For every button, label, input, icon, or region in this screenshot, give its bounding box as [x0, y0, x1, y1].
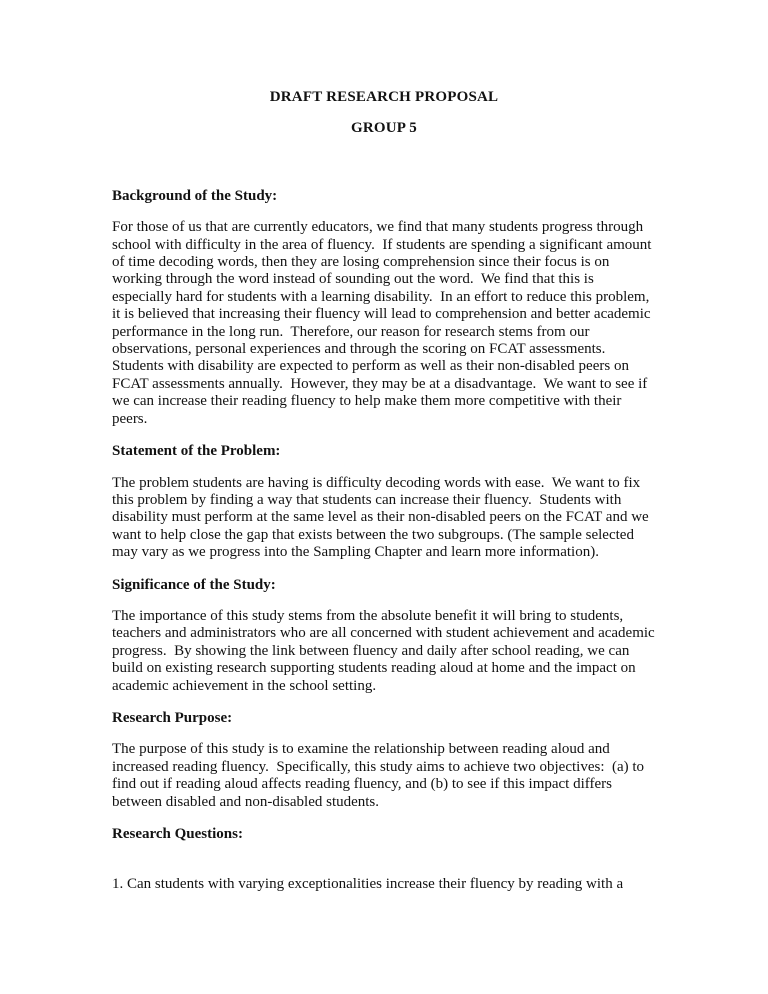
section-research-purpose: [112, 710, 656, 811]
section-heading-background: Background of the Study:: [112, 187, 278, 204]
paragraph-research-purpose: The purpose of this study is to examine the relationship between reading aloud and increased reading fluency. Specifically, this study aims to achieve two objectives: (a) to find out if reading aloud affects reading fluency, and (b) to see if this impact differs between disabled and non-disabled students.: [112, 741, 648, 810]
section-heading-research-purpose: Research Purpose:: [112, 709, 233, 726]
section-research-questions: [112, 826, 656, 894]
paragraph-background: For those of us that are currently educators, we find that many students progress through school with difficulty in the area of fluency. If students are spending a significant amount of time decoding words, then they are losing comprehension since their focus is on working through the word instead of sounding out the word. We find that this is especially hard for students with a learning disability. In an effort to reduce this problem, it is believed that increasing their fluency will lead to comprehension and better academic performance in the long run. Therefore, our reason for research stems from our observations, personal experiences and through the scoring on FCAT assessments. Students with disability are expected to perform as well as their non-disabled peers on FCAT assessments annually. However, they may be at a disadvantage. We want to see if we can increase their reading fluency to help make them more competitive with their peers.: [112, 219, 656, 427]
document-title: DRAFT RESEARCH PROPOSAL: [269, 89, 499, 105]
paragraph-statement: The problem students are having is difficulty decoding words with ease. We want to fix this problem by finding a way that students can increase their fluency. Students with disability must perform at the same level as their non-disabled peers on the FCAT and we want to help close the gap that exists between the two subgroups. (The sample selected may vary as we progress into the Sampling Chapter and learn more information).: [112, 474, 653, 561]
paragraph-significance: The importance of this study stems from the absolute benefit it will bring to students, teachers and administrators who are all concerned with student achievement and academic progress. By showing the link between fluency and daily after school reading, we can build on existing research supporting students reading aloud at home and the impact on academic achievement in the school setting.: [112, 607, 659, 694]
research-question-item: 1. Can students with varying exceptionalities increase their fluency by reading with a: [112, 876, 624, 893]
section-heading-statement: Statement of the Problem:: [112, 443, 281, 460]
section-statement-of-the-problem: [112, 443, 656, 561]
section-heading-significance: Significance of the Study:: [112, 576, 276, 593]
section-background-of-the-study: [112, 188, 656, 428]
section-significance-of-the-study: [112, 576, 659, 695]
document-subtitle: GROUP 5: [351, 120, 417, 137]
section-heading-research-questions: Research Questions:: [112, 826, 243, 842]
